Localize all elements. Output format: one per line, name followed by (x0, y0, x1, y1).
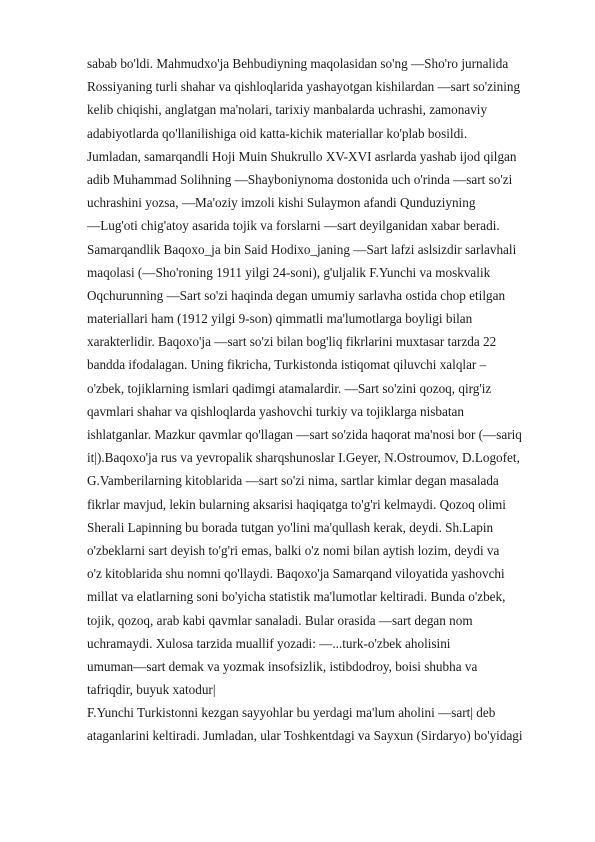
text-line: qavmlari shahar va qishloqlarda yashovchi turkiy va tojiklarga nisbatan (87, 403, 464, 419)
text-line: millat va elatlarning soni bo'yicha statistik ma'lumotlar keltiradi. Bunda o'zbek, (87, 589, 506, 605)
text-line: Samarqandlik Baqoxo_ja bin Said Hodixo_janing —Sart lafzi aslsizdir sarlavhali (87, 241, 517, 257)
text-line: ishlatganlar. Mazkur qavmlar qo'llagan —sart so'zida haqorat ma'nosi bor (—sariq (87, 427, 522, 442)
text-line: F.Yunchi Turkistonni kezgan sayyohlar bu yerdagi ma'lum aholini —sart| deb (87, 705, 496, 721)
text-line: uchramaydi. Xulosa tarzida muallif yozadi: —...turk-o'zbek aholisini (87, 635, 451, 651)
text-line: adib Muhammad Solihning —Shayboniynoma dostonida uch o'rinda —sart so'zi (87, 171, 513, 187)
text-line: kelib chiqishi, anglatgan ma'nolari, tarixiy manbalarda uchrashi, zamonaviy (87, 102, 488, 118)
text-line: materiallari ham (1912 yilgi 9-son) qimmatli ma'lumotlarga boyligi bilan (87, 311, 473, 327)
text-line: —Lug'oti chig'atoy asarida tojik va forslarni —sart deyilganidan xabar beradi. (87, 218, 500, 234)
text-line: maqolasi (—Sho'roning 1911 yilgi 24-soni), g'uljalik F.Yunchi va moskvalik (87, 264, 491, 280)
text-line: fikrlar mavjud, lekin bularning aksarisi haqiqatga to'g'ri kelmaydi. Qozoq olimi (87, 496, 506, 512)
text-line: ataganlarini keltiradi. Jumladan, ular Toshkentdagi va Sayxun (Sirdaryo) bo'yidagi (87, 728, 523, 744)
text-line: it|).Baqoxo'ja rus va yevropalik sharqshunoslar I.Geyer, N.Ostroumov, D.Logofet, (87, 450, 520, 466)
text-line: sabab bo'ldi. Mahmudxo'ja Behbudiyning maqolasidan so'ng —Sho'ro jurnalida (87, 56, 509, 71)
text-line: Oqchurunning —Sart so'zi haqinda degan umumiy sarlavha ostida chop etilgan (87, 287, 506, 303)
body-text (87, 52, 592, 748)
text-line: tafriqdir, buyuk xatodur| (87, 682, 216, 698)
text-line: Jumladan, samarqandli Hoji Muin Shukrullo XV-XVI asrlarda yashab ijod qilgan (87, 148, 517, 164)
text-line: bandda ifodalagan. Uning fikricha, Turkistonda istiqomat qiluvchi xalqlar – (87, 357, 487, 373)
text-line: tojik, qozoq, arab kabi qavmlar sanaladi. Bular orasida —sart degan nom (87, 612, 473, 628)
text-line: o'z kitoblarida shu nomni qo'llaydi. Baqoxo'ja Samarqand viloyatida yashovchi (87, 566, 505, 582)
text-line: adabiyotlarda qo'llanilishiga oid katta-kichik materiallar ko'plab bosildi. (87, 125, 468, 141)
text-line: Sherali Lapinning bu borada tutgan yo'lini ma'qullash kerak, deydi. Sh.Lapin (87, 519, 494, 535)
text-line: G.Vamberilarning kitoblarida —sart so'zi nima, sartlar kimlar degan masalada (87, 473, 499, 489)
text-line: xarakterlidir. Baqoxo'ja —sart so'zi bilan bog'liq fikrlarini muxtasar tarzda 22 (87, 334, 497, 350)
text-line: o'zbek, tojiklarning ismlari qadimgi atamalardir. —Sart so'zini qozoq, qirg'iz (87, 380, 492, 396)
text-line: o'zbeklarni sart deyish to'g'ri emas, balki o'z nomi bilan aytish lozim, deydi va (87, 542, 500, 558)
text-line: uchrashini yozsa, —Ma'oziy imzoli kishi Sulaymon afandi Qunduziyning (87, 195, 476, 211)
text-line: umuman—sart demak va yozmak insofsizlik, istibdodroy, boisi shubha va (87, 658, 478, 674)
text-line: Rossiyaning turli shahar va qishloqlarida yashayotgan kishilardan —sart so'zining (87, 79, 521, 95)
